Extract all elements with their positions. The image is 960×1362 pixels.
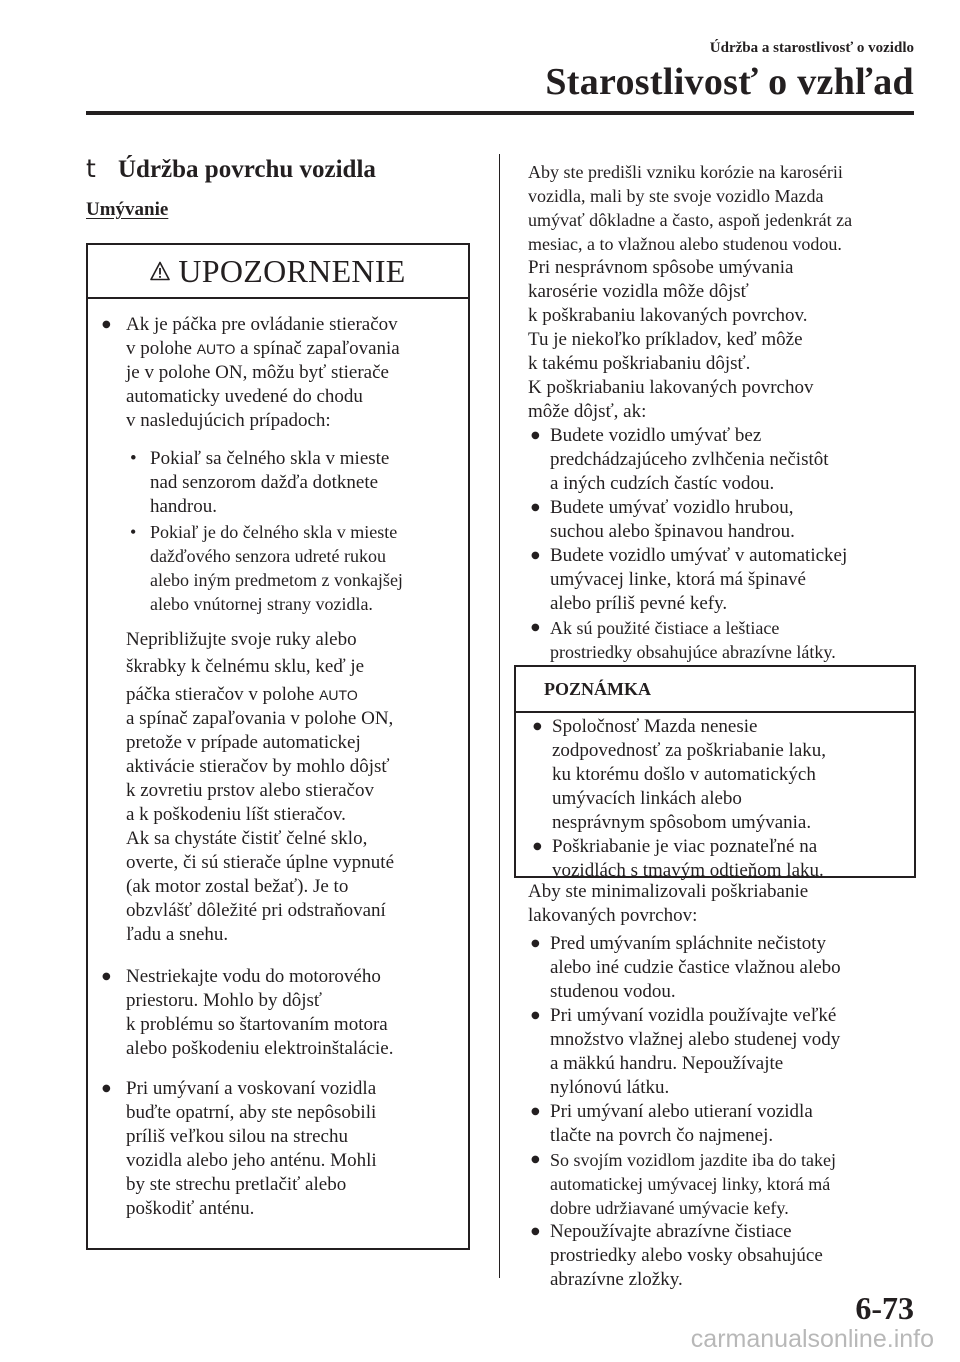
section-title [86, 154, 376, 184]
warning-item: ● Pri umývaní a voskovaní vozidla buďte opatrní, aby ste nepôsobili príliš veľkou silou na strechu vozidla alebo jeho anténu. Mohli by ste strechu pretlačiť alebo poškodiť anténu. [88, 1077, 454, 1221]
page-number: 6-73 [855, 1290, 914, 1326]
note-title: POZNÁMKA [516, 667, 914, 713]
scratch-paragraph: Pri nesprávnom spôsobe umývania karosérie vozidla môže dôjsť k poškrabaniu lakovaných povrchov. Tu je niekoľko príkladov, keď môže k takému poškriabaniu dôjsť. [528, 257, 808, 374]
warning-box [86, 243, 470, 1250]
note-box [514, 665, 916, 881]
section-title-text: Údržba povrchu vozidla [118, 156, 376, 183]
warning-item: ● Ak je páčka pre ovládanie stieračov v polohe AUTO a spínač zapaľovania je v polohe ON, môžu byť stierače automaticky uvedené do chodu v nasledujúcich prípadoch: [88, 313, 454, 433]
column-divider [499, 154, 500, 1278]
warning-title: UPOZORNENIE [178, 252, 406, 289]
minimize-paragraph: Aby ste minimalizovali poškriabanie lakovaných povrchov: [528, 881, 809, 926]
list-item: ● Budete vozidlo umývať bez predchádzajúceho zvlhčenia nečistôt a iných cudzích častíc vodou. [528, 424, 914, 496]
list-item: ● Pri umývaní vozidla používajte veľké množstvo vlažnej alebo studenej vody a mäkkú handru. Nepoužívajte nylónovú látku. [528, 1004, 914, 1100]
warning-subitem: • Pokiaľ sa čelného skla v mieste nad senzorom dažďa dotknete handrou. [88, 447, 454, 519]
note-body [516, 713, 914, 883]
header-rule [86, 111, 914, 115]
warning-triangle-icon [150, 261, 170, 281]
list-item: ● Ak sú použité čistiace a leštiace prostriedky obsahujúce abrazívne látky. [528, 616, 914, 664]
subsection-title: Umývanie [86, 199, 169, 220]
list-item: ● Pred umývaním spláchnite nečistoty alebo iné cudzie častice vlažnou alebo studenou vodou. [528, 932, 914, 1004]
auto-position-label: AUTO [196, 341, 236, 357]
section-header: Starostlivosť o vzhľad [545, 61, 914, 103]
list-item: ● Poškriabanie je viac poznateľné na vozidlách s tmavým odtieňom laku. [530, 835, 906, 883]
list-item: ● Spoločnosť Mazda nenesie zodpovednosť za poškriabanie laku, ku ktorému došlo v automatických umývacích linkách alebo nesprávnym spôsobom umývania. [530, 715, 906, 835]
list-item: ● Budete vozidlo umývať v automatickej umývacej linke, ktorá má špinavé alebo príliš pevné kefy. [528, 544, 914, 616]
list-item: ● So svojím vozidlom jazdite iba do takej automatickej umývacej linky, ktorá má dobre udržiavané umývacie kefy. [528, 1148, 914, 1220]
minimize-list [528, 932, 914, 1292]
warning-item: ● Nestriekajte vodu do motorového priestoru. Mohlo by dôjsť k problému so štartovaním motora alebo poškodeniu elektroinštalácie. [88, 965, 454, 1061]
warning-header [88, 245, 468, 299]
list-item: ● Budete umývať vozidlo hrubou, suchou alebo špinavou handrou. [528, 496, 914, 544]
chapter-header: Údržba a starostlivosť o vozidlo [709, 40, 914, 56]
warning-subitem: • Pokiaľ je do čelného skla v mieste dažďového senzora udreté rukou alebo iným predmetom z vonkajšej alebo vnútornej strany vozidla. [88, 520, 454, 616]
warning-paragraph: Nepribližujte svoje ruky alebo škrabky k čelnému sklu, keď je páčka stieračov v polohe AUTO a spínač zapaľovania v polohe ON, pretože v prípade automatickej aktivácie stieračov by mohlo dôjsť k zovretiu prstov alebo stieračov a k poškodeniu líšt stieračov. Ak sa chystáte čistiť čelné sklo, overte, či sú stierače úplne vypnuté (ak motor zostal bežať). Je to obzvlášť dôležité pri odstraňovaní ľadu a snehu. [126, 629, 395, 945]
list-item: ● Pri umývaní alebo utieraní vozidla tlačte na povrch čo najmenej. [528, 1100, 914, 1148]
scratch-causes: K poškriabaniu lakovaných povrchov môže dôjsť, ak: ● Budete vozidlo umývať bez predchádzajúceho zvlhčenia nečistôt a iných cudzích častíc vodou. ● Budete umývať vozidlo hrubou, suchou alebo špinavou handrou. ● Budete vozidlo umývať v automatickej umývacej linke, ktorá má špinavé alebo príliš pevné kefy. ● Ak sú použité čistiace a leštiace prostriedky obsahujúce abrazívne látky. [528, 376, 914, 664]
auto-position-label: AUTO [319, 687, 358, 703]
watermark: carmanualsonline.info [690, 1325, 934, 1353]
section-bullet-icon: t [86, 154, 96, 183]
list-item: ● Nepoužívajte abrazívne čistiace prostriedky alebo vosky obsahujúce abrazívne zložky. [528, 1220, 914, 1292]
intro-paragraph: Aby ste predišli vzniku korózie na karosérii vozidla, mali by ste svoje vozidlo Mazda umývať dôkladne a často, aspoň jedenkrát za mesiac, a to vlažnou alebo studenou vodou. [528, 162, 853, 254]
warning-body [88, 313, 468, 1221]
